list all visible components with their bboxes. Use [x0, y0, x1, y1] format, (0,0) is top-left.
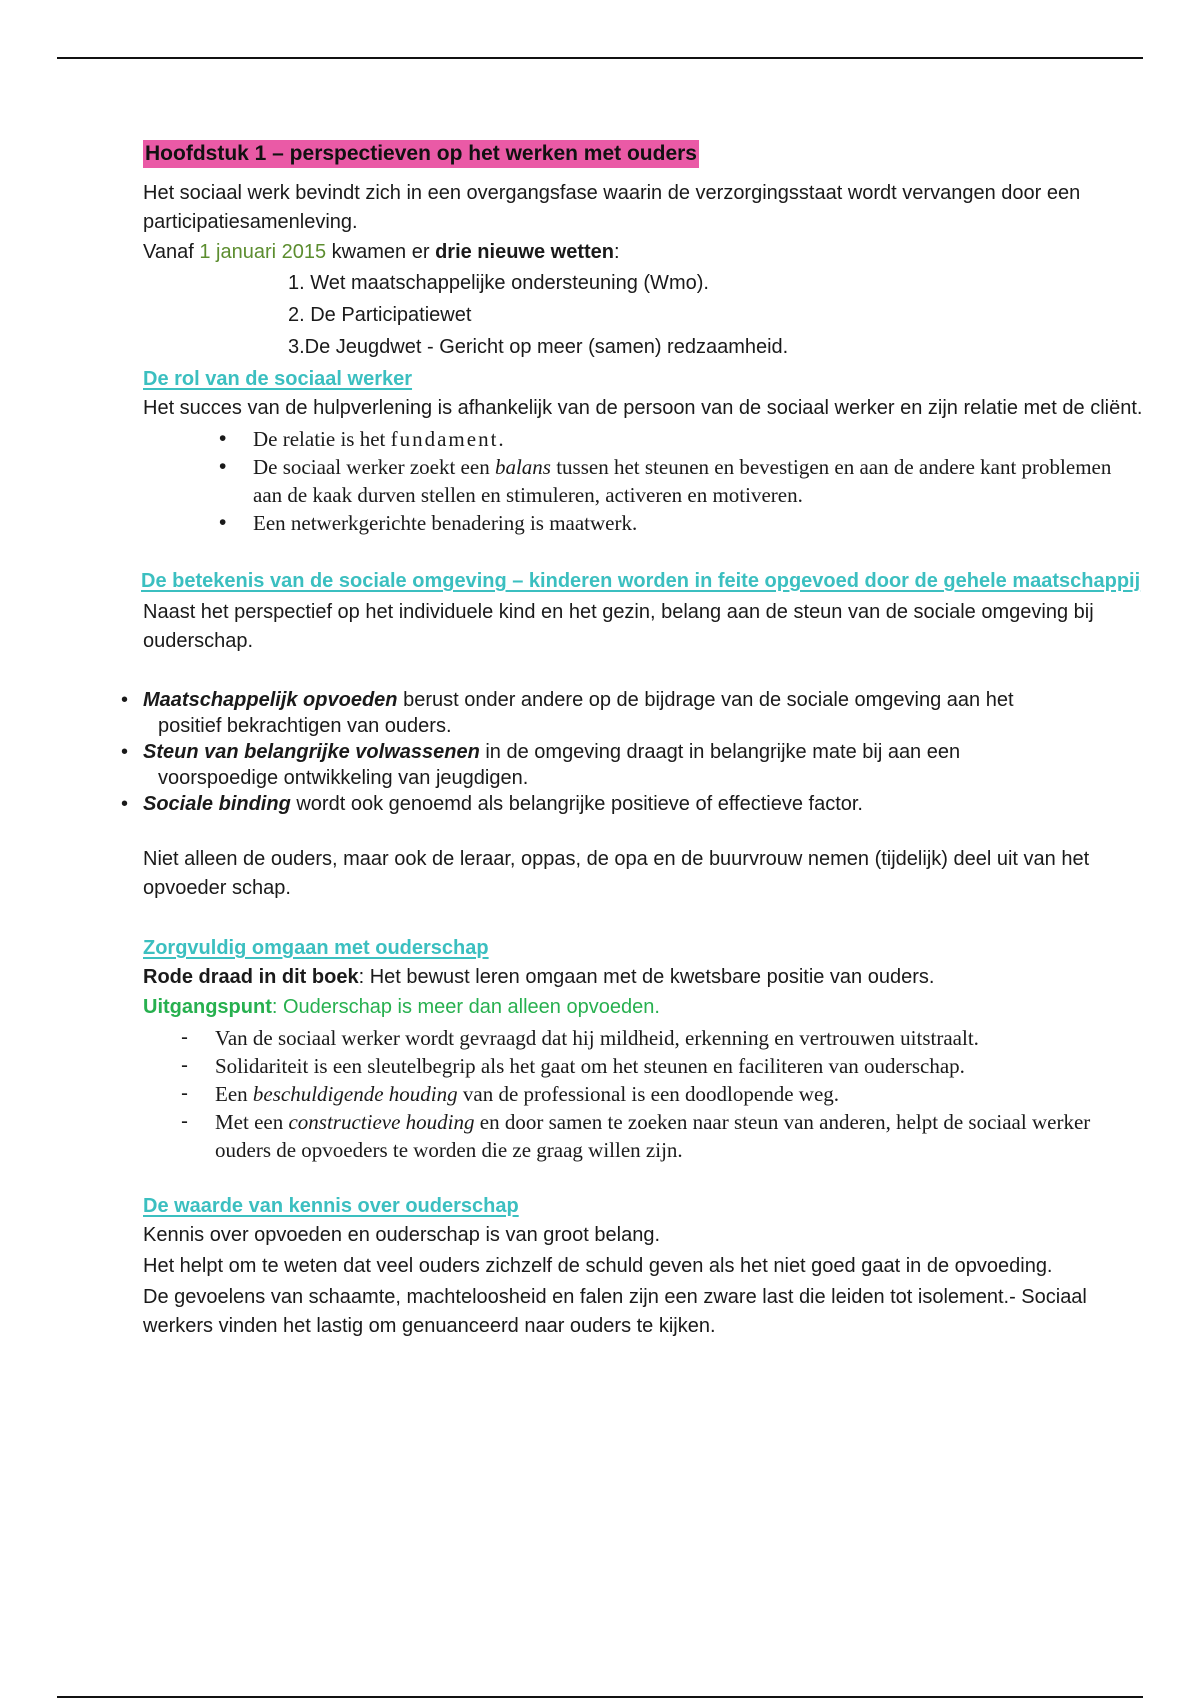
omgeving-bullets: [121, 687, 1121, 817]
list-item: • De sociaal werker zoekt een balans tussen het steunen en bevestigen en aan de andere kant problemen aan de kaak durven stellen en stimuleren, activeren en motiveren.: [253, 453, 1143, 509]
list-item: • Maatschappelijk opvoeden berust onder andere op de bijdrage van de sociale omgeving aan het positief bekrachtigen van ouders.: [121, 687, 1121, 739]
list-item: - Met een constructieve houding en door samen te zoeken naar steun van anderen, helpt de sociaal werker ouders de opvoeders te worden die ze graag willen zijn.: [215, 1108, 1143, 1164]
intro-paragraph: Het sociaal werk bevindt zich in een overgangsfase waarin de verzorgingsstaat wordt vervangen door een participatiesamenleving.: [143, 182, 1081, 233]
bottom-rule: [57, 1696, 1143, 1698]
list-item: • De relatie is het fundament.: [253, 425, 1143, 453]
document-body: [143, 140, 1143, 1341]
chapter-title: Hoofdstuk 1 – perspectieven op het werken met ouders: [143, 140, 699, 168]
heading-sociale-omgeving: De betekenis van de sociale omgeving – kinderen worden in feite opgevoed door de gehele maatschappij: [141, 570, 1141, 592]
uitgangspunt: Uitgangspunt: Ouderschap is meer dan alleen opvoeden.: [143, 996, 660, 1018]
list-item: - Een beschuldigende houding van de professional is een doodlopende weg.: [215, 1080, 1143, 1108]
list-item: • Steun van belangrijke volwassenen in de omgeving draagt in belangrijke mate bij aan een voorspoedige ontwikkeling van jeugdigen.: [121, 739, 1121, 791]
kennis-paragraph-2: Het helpt om te weten dat veel ouders zichzelf de schuld geven als het niet goed gaat in de opvoeding.: [143, 1255, 1053, 1277]
list-item: • Sociale binding wordt ook genoemd als belangrijke positieve of effectieve factor.: [121, 791, 1121, 817]
laws-list: [143, 267, 1143, 363]
list-item: 3.De Jeugdwet - Gericht op meer (samen) redzaamheid.: [288, 336, 789, 358]
list-item: 2. De Participatiewet: [288, 304, 472, 326]
list-item: 1. Wet maatschappelijke ondersteuning (Wmo).: [288, 272, 709, 294]
heading-rol-sociaal-werker: De rol van de sociaal werker: [143, 368, 413, 390]
kennis-paragraph-3: De gevoelens van schaamte, machteloosheid en falen zijn een zware last die leiden tot isolement.- Sociaal werkers vinden het lastig om genuanceerd naar ouders te kijken.: [143, 1286, 1087, 1337]
zorg-list: [143, 1024, 1143, 1164]
rol-bullets: [143, 425, 1143, 537]
rol-paragraph: Het succes van de hulpverlening is afhankelijk van de persoon van de sociaal werker en zijn relatie met de cliënt.: [143, 397, 1143, 419]
omgeving-paragraph: Naast het perspectief op het individuele kind en het gezin, belang aan de steun van de sociale omgeving bij ouderschap.: [143, 601, 1094, 652]
rode-draad: Rode draad in dit boek: Het bewust leren omgaan met de kwetsbare positie van ouders.: [143, 966, 935, 988]
top-rule: [57, 57, 1143, 59]
heading-zorgvuldig: Zorgvuldig omgaan met ouderschap: [143, 937, 489, 959]
list-item: - Van de sociaal werker wordt gevraagd dat hij mildheid, erkenning en vertrouwen uitstraalt.: [215, 1024, 1143, 1052]
omgeving-paragraph-2: Niet alleen de ouders, maar ook de leraar, oppas, de opa en de buurvrouw nemen (tijdelijk) deel uit van het opvoeder schap.: [143, 848, 1090, 899]
laws-intro: Vanaf 1 januari 2015 kwamen er drie nieuwe wetten:: [143, 241, 620, 263]
heading-kennis: De waarde van kennis over ouderschap: [143, 1195, 519, 1217]
list-item: • Een netwerkgerichte benadering is maatwerk.: [253, 509, 1143, 537]
date-text: 1 januari 2015: [199, 241, 327, 263]
list-item: - Solidariteit is een sleutelbegrip als het gaat om het steunen en faciliteren van ouderschap.: [215, 1052, 1143, 1080]
kennis-paragraph-1: Kennis over opvoeden en ouderschap is van groot belang.: [143, 1224, 661, 1246]
